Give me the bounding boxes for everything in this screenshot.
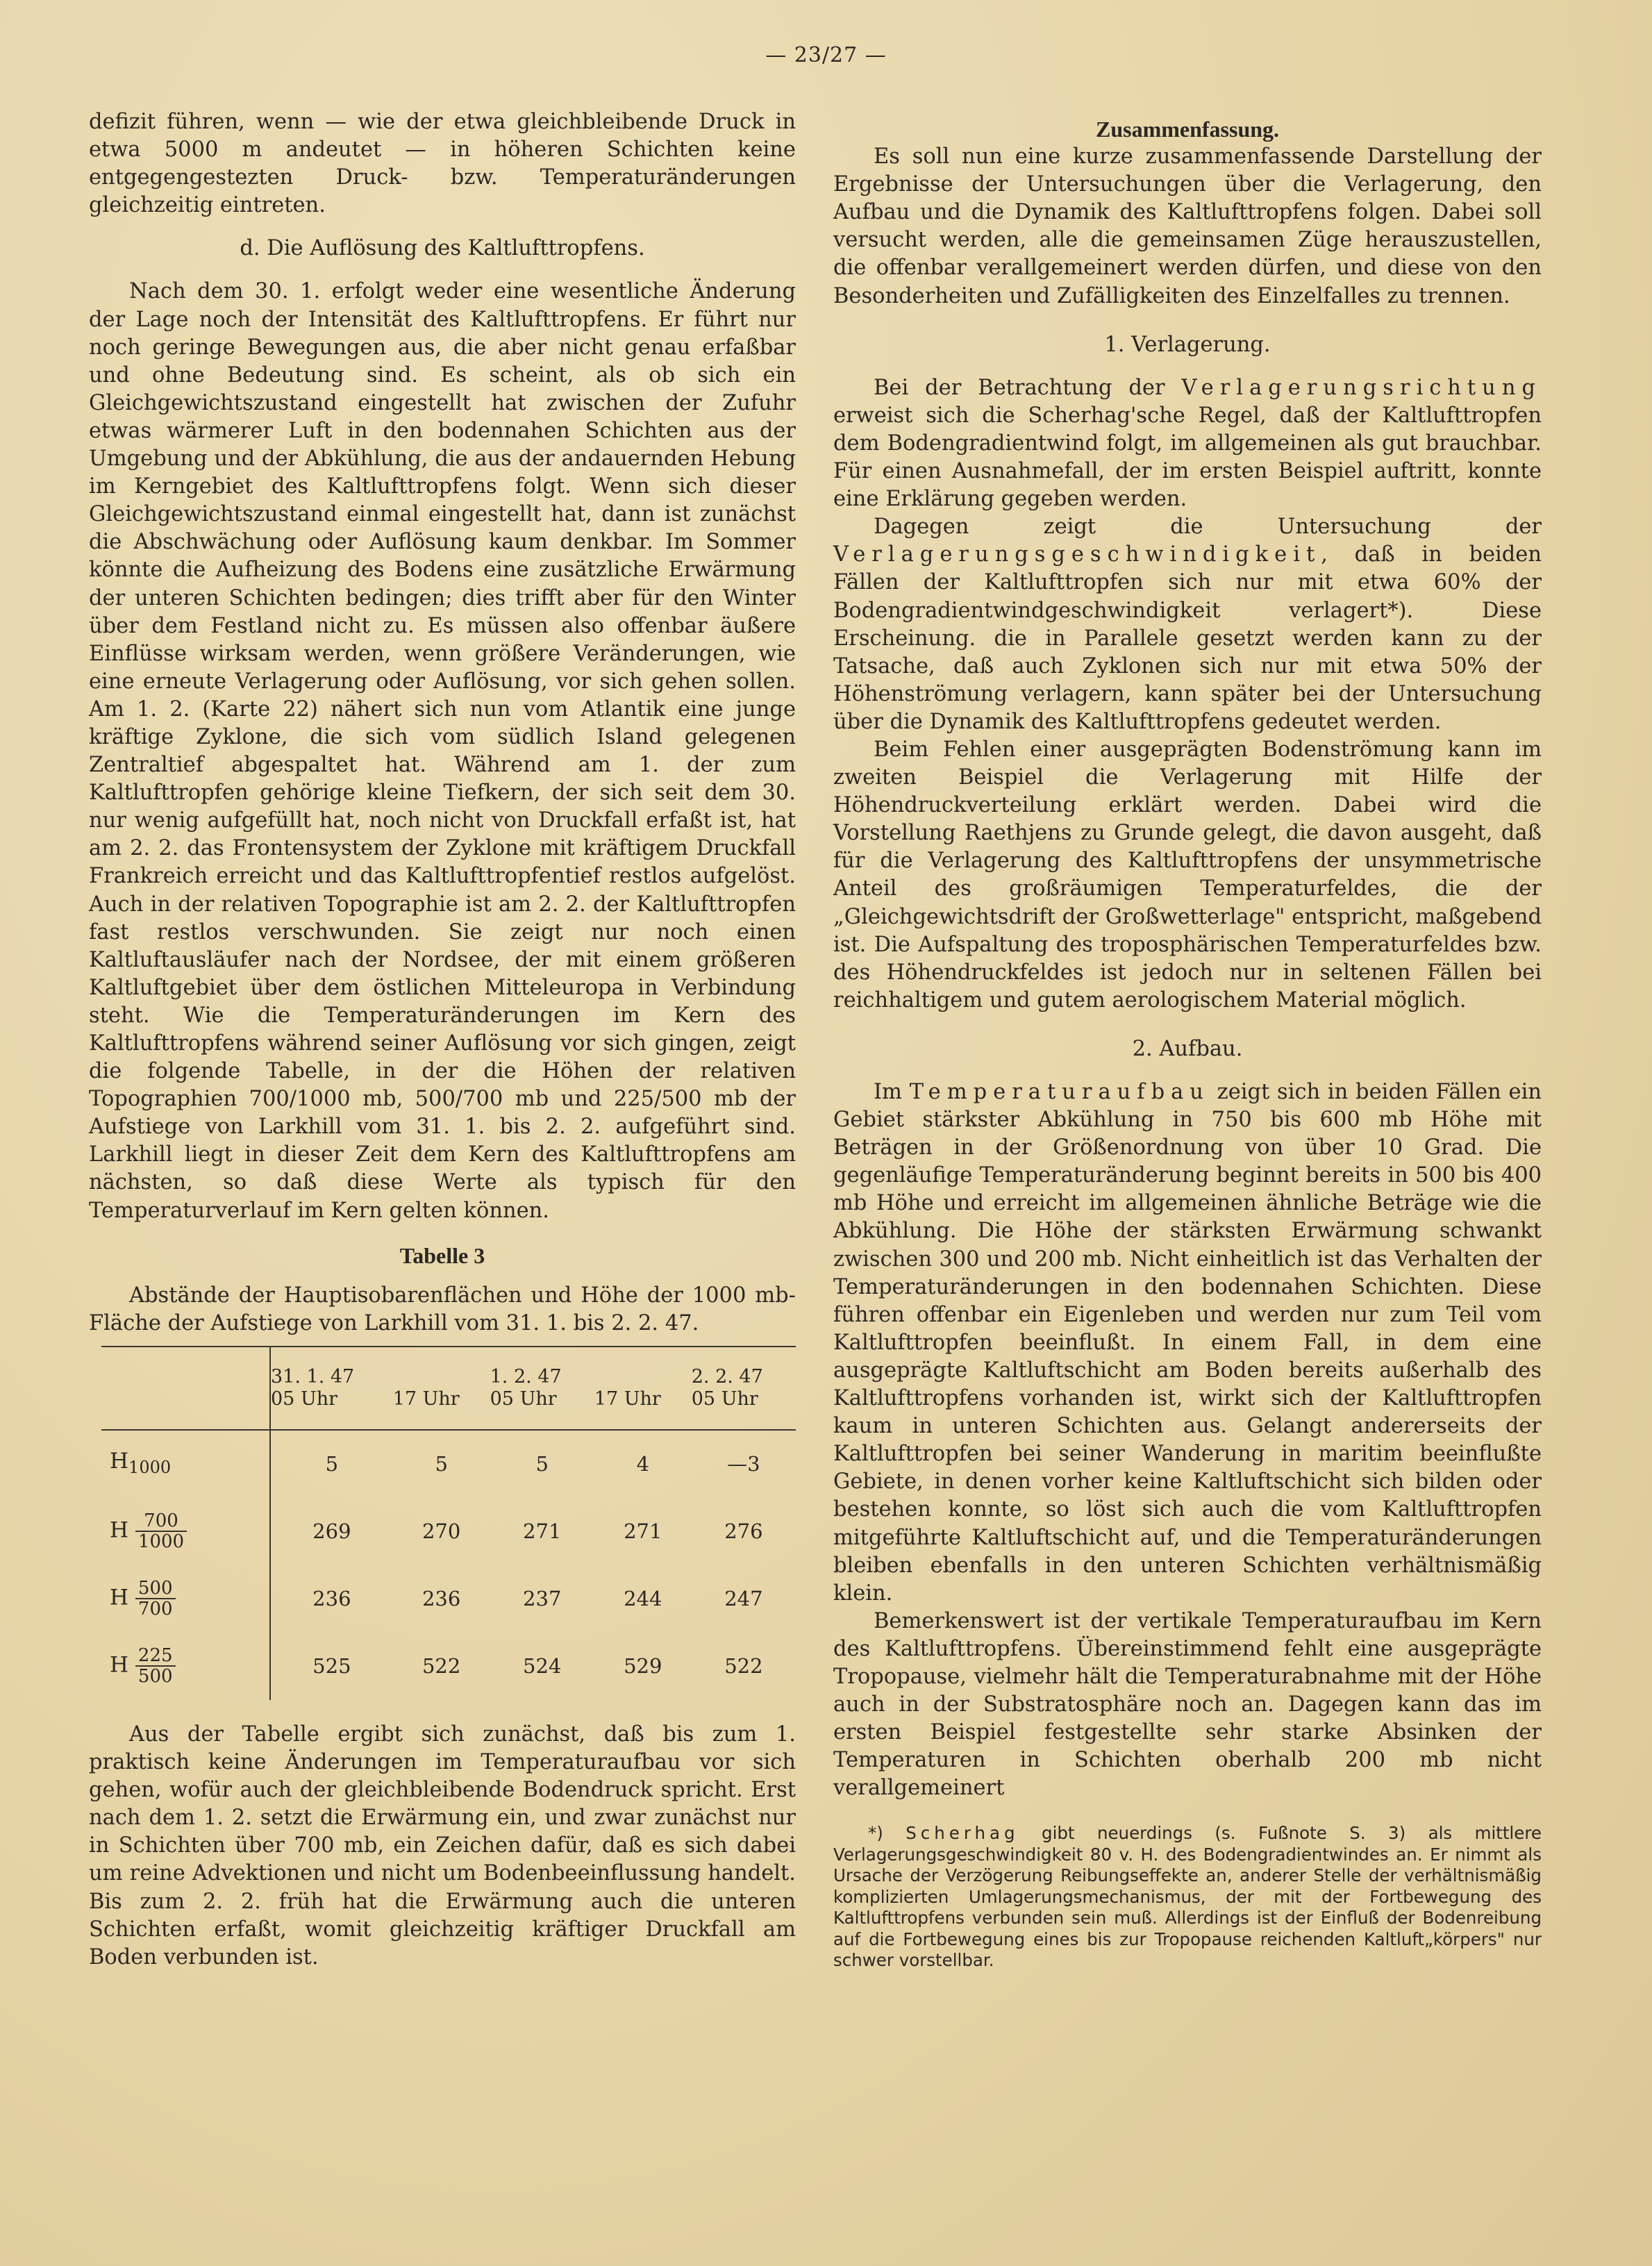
paragraph: Bemerkenswert ist der vertikale Temperaturaufbau im Kern des Kaltlufttropfens. Übereinstimmend fehlt eine ausgeprägte Tropopause, vielmehr hält die Temperaturabnahme mit der Höhe auch in der Substratosphäre noch an. Dagegen kann das im ersten Beispiel festgestellte sehr starke Absinken der Temperaturen in Schichten oberhalb 200 mb nicht verallgemeinert	[833, 1608, 1542, 1801]
left-column	[89, 108, 796, 1972]
table-row	[101, 1565, 796, 1633]
section-heading-summary: Zusammenfassung.	[1095, 117, 1280, 142]
table-cell: 247	[724, 1587, 763, 1611]
table-cell: 529	[624, 1654, 662, 1678]
paragraph: Nach dem 30. 1. erfolgt weder eine wesentliche Änderung der Lage noch der Intensität des Kaltlufttropfens. Er führt nur noch geringe Bewegungen aus, die aber nicht genau erfaßbar und ohne Bedeutung sind. Es scheint, als ob sich ein Gleichgewichtszustand eingestellt hat zwischen der Zufuhr etwas wärmerer Luft in den bodennahen Schichten aus der Umgebung und der Abkühlung, die aus der andauernden Hebung im Kerngebiet des Kaltlufttropfens folgt. Wenn sich dieser Gleichgewichtszustand einmal eingestellt hat, dann ist zunächst die Abschwächung oder Auflösung kaum denkbar. Im Sommer könnte die Aufheizung des Bodens eine zusätzliche Erwärmung der unteren Schichten bedingen; dies trifft aber für den Winter über dem Festland nicht zu. Es müssen also offenbar äußere Einflüsse wirksam werden, wenn größere Veränderungen, wie eine erneute Verlagerung oder Auflösung, vor sich gehen sollen. Am 1. 2. (Karte 22) nähert sich nun vom Atlantik eine junge kräftige Zyklone, die sich vom südlich Island gelegenen Zentraltief abgespaltet hat. Während am 1. der zum Kaltlufttropfen gehörige kleine Tiefkern, der sich seit dem 30. nur wenig aufgefüllt hat, noch nicht von Druckfall erfaßt ist, hat am 2. 2. das Frontensystem der Zyklone mit kräftigem Druckfall Frankreich erreicht und das Kaltlufttropfentief restlos aufgelöst. Auch in der relativen Topographie ist am 2. 2. der Kaltlufttropfen fast restlos verschwunden. Sie zeigt nur noch einen Kaltluftausläufer nach der Nordsee, der mit einem größeren Kaltluftgebiet über dem östlichen Mitteleuropa in Verbindung steht. Wie die Temperaturänderungen im Kern des Kaltlufttropfens während seiner Auflösung vor sich gingen, zeigt die folgende Tabelle, in der die Höhen der relativen Topographien 700/1000 mb, 500/700 mb und 225/500 mb der Aufstiege von Larkhill vom 31. 1. bis 2. 2. aufgeführt sind. Larkhill liegt in dieser Zeit dem Kern des Kaltlufttropfens am nächsten, so daß diese Werte als typisch für den Temperaturverlauf im Kern gelten können.	[89, 279, 796, 1223]
section-heading-2: 2. Aufbau.	[1132, 1036, 1243, 1061]
table-cell: 525	[312, 1654, 351, 1678]
page-number: — 23/27 —	[765, 43, 887, 67]
column-header: 1. 2. 47 05 Uhr	[490, 1347, 594, 1430]
paragraph: defizit führen, wenn — wie der etwa gleichbleibende Druck in etwa 5000 m andeutet — in höheren Schichten keine entgegengestezten Druck- bzw. Temperaturänderungen gleichzeitig eintreten.	[89, 110, 796, 218]
table-cell: 269	[312, 1519, 351, 1544]
table-cell: 271	[624, 1519, 662, 1544]
paragraph: Es soll nun eine kurze zusammenfassende Darstellung der Ergebnisse der Untersuchungen über die Verlagerung, den Aufbau und die Dynamik des Kaltlufttropfens folgen. Dabei soll versucht werden, alle die gemeinsamen Züge herauszustellen, die offenbar verallgemeinert werden dürfen, und diese von den Besonderheiten und Zufälligkeiten des Einzelfalles zu trennen.	[833, 144, 1542, 308]
table-cell: 276	[724, 1519, 763, 1544]
table-cell: 522	[724, 1654, 763, 1678]
column-header: 17 Uhr	[393, 1347, 490, 1430]
paragraph: Dagegen zeigt die Untersuchung der Verlagerungsgeschwindigkeit, daß in beiden Fällen der Kaltlufttropfen sich nur mit etwa 60% der Bodengradientwindgeschwindigkeit verlagert*). Diese Erscheinung. die in Parallele gesetzt werden kann zu der Tatsache, daß auch Zyklonen sich nur mit etwa 50% der Höhenströmung verlagern, kann später bei der Untersuchung über die Dynamik des Kaltlufttropfens gedeutet werden.	[833, 515, 1542, 734]
row-label: H $\frac{700}{1000}$	[101, 1498, 270, 1565]
table-cell: 5	[535, 1452, 549, 1476]
table-cell: 271	[523, 1519, 562, 1544]
section-heading-d: d. Die Auflösung des Kaltlufttropfens.	[240, 236, 645, 261]
table-row	[101, 1498, 796, 1565]
section-heading-1: 1. Verlagerung.	[1104, 332, 1271, 357]
data-table	[101, 1346, 796, 1700]
column-header: 31. 1. 47 05 Uhr	[270, 1347, 393, 1430]
table-cell: 522	[422, 1654, 461, 1678]
table-cell: 5	[435, 1452, 448, 1476]
table-cell: 236	[422, 1587, 461, 1611]
column-header: 17 Uhr	[594, 1347, 692, 1430]
paragraph: Bei der Betrachtung der Verlagerungsrichtung erweist sich die Scherhag'sche Regel, daß der Kaltlufttropfen dem Bodengradientwind folgt, im allgemeinen als gut brauchbar. Für einen Ausnahmefall, der im ersten Beispiel auftritt, konnte eine Erklärung gegeben werden.	[833, 375, 1542, 512]
table-title: Tabelle 3	[399, 1242, 485, 1268]
table-cell: 237	[523, 1587, 562, 1611]
row-label: H $\frac{500}{700}$	[101, 1565, 270, 1633]
table-caption: Abstände der Hauptisobarenflächen und Höhe der 1000 mb-Fläche der Aufstiege von Larkhill vom 31. 1. bis 2. 2. 47.	[89, 1283, 796, 1335]
paragraph: Im Temperaturaufbau zeigt sich in beiden Fällen ein Gebiet stärkster Abkühlung in 750 bis 600 mb Höhe mit Beträgen in der Größenordnung von über 10 Grad. Die gegenläufige Temperaturänderung beginnt bereits in 500 bis 400 mb Höhe und erreicht im allgemeinen ähnliche Beträge wie die Abkühlung. Die Höhe der stärksten Erwärmung schwankt zwischen 300 und 200 mb. Nicht einheitlich ist das Verhalten der Temperaturänderungen in den bodennahen Schichten. Diese führen offenbar ein Eigenleben und werden nur zum Teil vom Kaltlufttropfen beeinflußt. In einem Fall, in dem eine ausgeprägte Kaltluftschicht am Boden bereits außerhalb des Kaltlufttropfens vorhanden ist, wirkt sich der Kaltlufttropfen kaum in unteren Schichten aus. Gelangt andererseits der Kaltlufttropfen bei seiner Wanderung in maritim beeinflußte Gebiete, in denen vorher keine Kaltluftschicht sich bilden oder bestehen konnte, so löst sich auch die vom Kaltlufttropfen mitgeführte Kaltluftschicht auf, und die Temperaturänderungen bleiben ebenfalls in den unteren Schichten verhältnismäßig klein.	[833, 1080, 1542, 1606]
table-cell: 270	[422, 1519, 461, 1544]
table-cell: 236	[312, 1587, 351, 1611]
table-cell: 524	[523, 1654, 562, 1678]
table-corner-cell	[101, 1347, 270, 1430]
table-row	[101, 1430, 796, 1498]
table-cell: 5	[325, 1452, 339, 1476]
table-cell: 244	[624, 1587, 662, 1611]
paragraph: Aus der Tabelle ergibt sich zunächst, daß bis zum 1. praktisch keine Änderungen im Temperaturaufbau vor sich gehen, wofür auch der gleichbleibende Bodendruck spricht. Erst nach dem 1. 2. setzt die Erwärmung ein, und zwar zunächst nur in Schichten über 700 mb, ein Zeichen dafür, daß es sich dabei um reine Advektionen und nicht um Bodenbeeinflussung handelt. Bis zum 2. 2. früh hat die Erwärmung auch die unteren Schichten erfaßt, womit gleichzeitig kräftiger Druckfall am Boden verbunden ist.	[89, 1722, 796, 1969]
table-header-row	[101, 1347, 796, 1430]
table-row	[101, 1633, 796, 1700]
table-cell: —3	[727, 1452, 760, 1476]
row-label: $H_{1000}$	[101, 1430, 270, 1498]
paragraph: Beim Fehlen einer ausgeprägten Bodenströmung kann im zweiten Beispiel die Verlagerung mit Hilfe der Höhendruckverteilung erklärt werden. Dabei wird die Vorstellung Raethjens zu Grunde gelegt, die davon ausgeht, daß für die Verlagerung des Kaltlufttropfens der unsymmetrische Anteil des großräumigen Temperaturfeldes, die der „Gleichgewichtsdrift der Großwetterlage" entspricht, maßgebend ist. Die Aufspaltung des troposphärischen Temperaturfeldes bzw. des Höhendruckfeldes ist jedoch nur in seltenen Fällen bei reichhaltigem und gutem aerologischem Material möglich.	[833, 737, 1542, 1013]
column-header: 2. 2. 47 05 Uhr	[692, 1347, 796, 1430]
row-label: H $\frac{225}{500}$	[101, 1633, 270, 1700]
footnote: *) Scherhag gibt neuerdings (s. Fußnote S. 3) als mittlere Verlagerungsgeschwindigkeit 80 v. H. des Bodengradientwindes an. Er nimmt als Ursache der Verzögerung Reibungseffekte an, anderer Stelle der verhältnismäßig komplizierten Umlagerungsmechanismus, der mit der Fortbewegung des Kaltlufttropfens verbunden sein muß. Allerdings ist der Einfluß der Bodenreibung auf die Fortbewegung eines bis zur Tropopause reichenden Kaltluft„körpers" nur schwer vorstellbar.	[833, 1823, 1542, 1971]
right-column	[833, 115, 1542, 1972]
table-cell: 4	[636, 1452, 650, 1476]
